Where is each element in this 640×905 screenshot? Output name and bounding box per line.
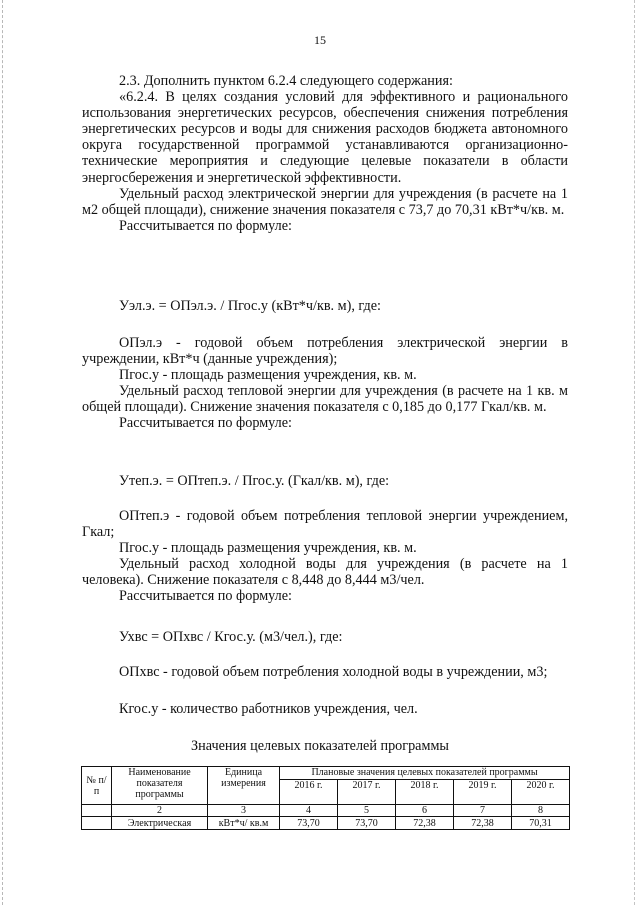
paragraph-def-pgos-2: Пгос.у - площадь размещения учреждения, кв. м. <box>119 540 417 557</box>
page-number: 15 <box>314 33 326 47</box>
header-unit: Единица измерения <box>208 767 280 805</box>
header-year: 2020 г. <box>512 780 570 805</box>
paragraph-6-2-4: «6.2.4. В целях создания условий для эффективного и рационального использования энергетических ресурсов, обеспечения снижения потребления энергетических ресурсов и воды для снижения расходов бюджета автономного округа государственной программой устанавливаются организационно-технические мероприятия и следующие целевые показатели в области энергосбережения и энергетической эффективности. <box>82 89 568 186</box>
row-name: Электрическая <box>112 817 208 830</box>
header-name: Наименование показателя программы <box>112 767 208 805</box>
formula-block-2 <box>82 473 568 489</box>
header-year: 2017 г. <box>338 780 396 805</box>
page-edge-right <box>634 0 636 905</box>
paragraph-def-pgos-1: Пгос.у - площадь размещения учреждения, кв. м. <box>119 367 417 384</box>
paragraph-formula-intro-1: Рассчитывается по формуле: <box>119 217 292 234</box>
row-num <box>82 817 112 830</box>
column-number: 6 <box>396 805 454 817</box>
row-value: 73,70 <box>338 817 396 830</box>
table-row <box>82 817 570 830</box>
paragraph-formula-intro-3: Рассчитывается по формуле: <box>119 588 292 605</box>
paragraph-heat-indicator: Удельный расход тепловой энергии для учреждения (в расчете на 1 кв. м общей площади). Снижение значения показателя с 0,185 до 0,177 Гкал/кв. м. <box>82 383 568 416</box>
paragraph-block-heat-defs <box>82 508 568 605</box>
column-number: 3 <box>208 805 280 817</box>
header-planned: Плановые значения целевых показателей программы <box>280 767 570 780</box>
paragraph-block-intro <box>82 73 568 234</box>
formula-electric: Уэл.э. = ОПэл.э. / Пгос.у (кВт*ч/кв. м), где: <box>119 298 382 314</box>
paragraph-water-indicator: Удельный расход холодной воды для учреждения (в расчете на 1 человека). Снижение показателя с 8,448 до 8,444 м3/чел. <box>82 556 568 589</box>
formula-water: Ухвс = ОПхвс / Кгос.у. (м3/чел.), где: <box>119 629 343 645</box>
header-year: 2019 г. <box>454 780 512 805</box>
paragraph-amendment-heading: 2.3. Дополнить пунктом 6.2.4 следующего содержания: <box>119 73 453 89</box>
column-number <box>82 805 112 817</box>
paragraph-def-optep: ОПтеп.э - годовой объем потребления тепловой энергии учреждением, Гкал; <box>82 508 568 541</box>
column-number: 7 <box>454 805 512 817</box>
formula-block-3 <box>82 629 568 645</box>
paragraph-block-water-def <box>82 664 568 680</box>
formula-block-1 <box>82 298 568 314</box>
column-number-row <box>82 805 570 817</box>
header-year: 2016 г. <box>280 780 338 805</box>
paragraph-block-kgos-def <box>82 701 568 717</box>
column-number: 4 <box>280 805 338 817</box>
row-value: 70,31 <box>512 817 570 830</box>
row-value: 73,70 <box>280 817 338 830</box>
header-year: 2018 г. <box>396 780 454 805</box>
row-unit: кВт*ч/ кв.м <box>208 817 280 830</box>
paragraph-electric-indicator: Удельный расход электрической энергии для учреждения (в расчете на 1 м2 общей площади), снижение значения показателя с 73,7 до 70,31 кВт*ч/кв. м. <box>82 185 568 218</box>
paragraph-formula-intro-2: Рассчитывается по формуле: <box>119 415 292 432</box>
row-value: 72,38 <box>454 817 512 830</box>
column-number: 2 <box>112 805 208 817</box>
targets-table <box>81 766 570 830</box>
paragraph-def-ophvs: ОПхвс - годовой объем потребления холодной воды в учреждении, м3; <box>119 664 548 680</box>
page-edge-left <box>2 0 4 905</box>
column-number: 5 <box>338 805 396 817</box>
table-title: Значения целевых показателей программы <box>191 738 449 754</box>
formula-heat: Утеп.э. = ОПтеп.э. / Пгос.у. (Гкал/кв. м), где: <box>119 473 390 489</box>
paragraph-def-kgos: Кгос.у - количество работников учреждения, чел. <box>119 701 418 717</box>
paragraph-def-opel: ОПэл.э - годовой объем потребления электрической энергии в учреждении, кВт*ч (данные учреждения); <box>82 335 568 368</box>
column-number: 8 <box>512 805 570 817</box>
row-value: 72,38 <box>396 817 454 830</box>
paragraph-block-electric-defs <box>82 335 568 432</box>
header-num: № п/п <box>82 767 112 805</box>
